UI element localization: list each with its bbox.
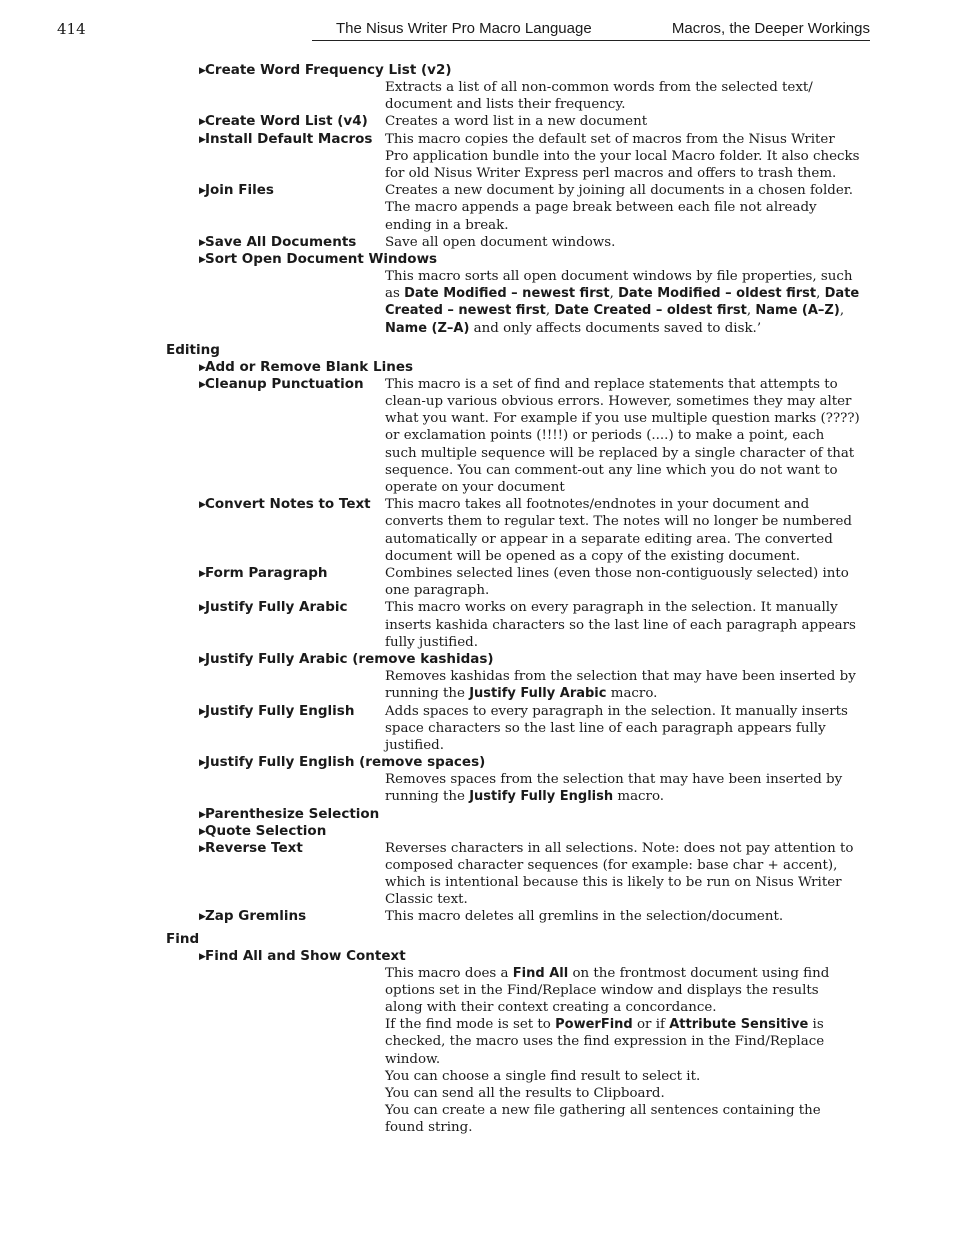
macro-title: ▶Quote Selection	[199, 822, 327, 839]
triangle-right-icon: ▶	[199, 826, 206, 837]
macro-description: Combines selected lines (even those non-contiguously selected) into one paragraph.	[385, 566, 849, 599]
macro-title: ▶Justify Fully English (remove spaces)	[199, 754, 486, 771]
macro-description: This macro sorts all open document windows by file properties, such as Date Modified – newest first, Date Modified – oldest first, Date Created – newest first, Date Created – oldest first, Name (A–Z), Name (Z–A) and only affects documents saved to disk.’	[385, 269, 860, 336]
triangle-right-icon: ▶	[199, 951, 206, 962]
macro-entry	[0, 251, 954, 337]
running-header	[312, 20, 870, 41]
page-number: 414	[57, 20, 86, 38]
section-heading-editing: Editing	[166, 341, 220, 358]
macro-entry	[0, 599, 954, 651]
macro-entry	[0, 62, 954, 113]
triangle-right-icon: ▶	[199, 655, 206, 666]
macro-description	[385, 948, 860, 1137]
triangle-right-icon: ▶	[199, 237, 206, 248]
triangle-right-icon: ▶	[199, 500, 206, 511]
macro-entry	[0, 703, 954, 755]
macro-title: ▶Find All and Show Context	[199, 947, 406, 964]
macro-description: This macro takes all footnotes/endnotes in your document and converts them to regular text. The notes will no longer be numbered automatically or appear in a separate editing area. The converted document will be opened as a copy of the existing document.	[385, 497, 852, 564]
macro-entry	[0, 948, 954, 1137]
macro-title: ▶Parenthesize Selection	[199, 805, 380, 822]
macro-title: ▶Convert Notes to Text	[199, 496, 371, 513]
macro-title: ▶Add or Remove Blank Lines	[199, 358, 414, 375]
macro-entry	[0, 359, 954, 376]
triangle-right-icon: ▶	[199, 379, 206, 390]
triangle-right-icon: ▶	[199, 912, 206, 923]
triangle-right-icon: ▶	[199, 362, 206, 373]
macro-entry	[0, 754, 954, 805]
macro-list	[0, 62, 954, 1137]
macro-title: ▶Zap Gremlins	[199, 908, 307, 925]
description-paragraph: You can create a new file gathering all sentences containing the found string.	[385, 1103, 821, 1136]
header-book-title: The Nisus Writer Pro Macro Language	[336, 20, 592, 37]
macro-title: ▶Create Word Frequency List (v2)	[199, 62, 452, 78]
macro-title: ▶Save All Documents	[199, 233, 357, 250]
macro-description: Save all open document windows.	[385, 234, 616, 250]
macro-description: Reverses characters in all selections. Note: does not pay attention to composed character sequences (for example: base char + accent), which is intentional because this is likely to be run on Nisus Writer Classic text.	[385, 840, 854, 908]
macro-title: ▶Justify Fully Arabic (remove kashidas)	[199, 651, 494, 668]
macro-description: Removes spaces from the selection that may have been inserted by running the Justify Fully English macro.	[385, 772, 843, 805]
macro-entry	[0, 496, 954, 565]
triangle-right-icon: ▶	[199, 117, 206, 128]
description-paragraph: If the find mode is set to PowerFind or if Attribute Sensitive is checked, the macro uses the find expression in the Find/Replace window.	[385, 1017, 825, 1067]
macro-description: This macro is a set of find and replace statements that attempts to clean-up various obvious errors. However, sometimes they may alter what you want. For example if you use multiple question marks (????) or exclamation points (!!!!) or periods (....) to make a point, each such multiple sequence will be replaced by a single character of that sequence. You can comment-out any line which you do not want to operate on your document	[385, 376, 860, 496]
macro-entry	[0, 565, 954, 599]
macro-description: Extracts a list of all non-common words from the selected text/ document and lists their frequency.	[385, 80, 813, 113]
macro-entry	[0, 823, 954, 840]
macro-description: Adds spaces to every paragraph in the selection. It manually inserts space characters so the last line of each paragraph appears fully justified.	[385, 703, 848, 753]
macro-title: ▶Cleanup Punctuation	[199, 375, 364, 392]
triangle-right-icon: ▶	[199, 66, 206, 76]
macro-entry	[0, 376, 954, 496]
macro-title: ▶Sort Open Document Windows	[199, 251, 438, 268]
triangle-right-icon: ▶	[199, 186, 206, 197]
macro-entry	[0, 651, 954, 702]
macro-description: This macro deletes all gremlins in the selection/document.	[385, 909, 784, 925]
macro-description: This macro works on every paragraph in the selection. It manually inserts kashida characters so the last line of each paragraph appears fully justified.	[385, 600, 856, 650]
macro-entry	[0, 806, 954, 823]
header-chapter-title: Macros, the Deeper Workings	[671, 20, 870, 37]
macro-description: Removes kashidas from the selection that may have been inserted by running the Justify Fully Arabic macro.	[385, 669, 856, 702]
description-paragraph: This macro does a Find All on the frontmost document using find options set in the Find/Replace window and displays the results along with their context creating a concordance.	[385, 965, 830, 1015]
description-paragraph: You can choose a single find result to select it.	[385, 1068, 701, 1084]
triangle-right-icon: ▶	[199, 809, 206, 820]
triangle-right-icon: ▶	[199, 134, 206, 145]
macro-description: This macro copies the default set of macros from the Nisus Writer Pro application bundle into the your local Macro folder. It also checks for old Nisus Writer Express perl macros and offers to trash them.	[385, 131, 860, 182]
triangle-right-icon: ▶	[199, 569, 206, 580]
macro-entry	[0, 131, 954, 183]
triangle-right-icon: ▶	[199, 843, 206, 854]
section-heading-find: Find	[166, 930, 200, 947]
macro-entry	[0, 182, 954, 234]
macro-title: ▶Justify Fully Arabic	[199, 599, 348, 616]
triangle-right-icon: ▶	[199, 706, 206, 717]
macro-title: ▶Create Word List (v4)	[199, 113, 368, 130]
triangle-right-icon: ▶	[199, 758, 206, 769]
macro-title: ▶Install Default Macros	[199, 130, 373, 147]
macro-entry	[0, 234, 954, 251]
description-paragraph: You can send all the results to Clipboard.	[385, 1085, 665, 1101]
macro-description: Creates a word list in a new document	[385, 114, 648, 130]
triangle-right-icon: ▶	[199, 255, 206, 266]
triangle-right-icon: ▶	[199, 603, 206, 614]
macro-entry	[0, 840, 954, 909]
macro-title: ▶Justify Fully English	[199, 702, 355, 719]
macro-description: Creates a new document by joining all documents in a chosen folder. The macro appends a page break between each file not already ending in a break.	[385, 183, 853, 233]
macro-entry	[0, 908, 954, 925]
macro-title: ▶Join Files	[199, 182, 274, 199]
macro-title: ▶Form Paragraph	[199, 565, 328, 582]
macro-title: ▶Reverse Text	[199, 839, 303, 856]
macro-entry	[0, 113, 954, 130]
